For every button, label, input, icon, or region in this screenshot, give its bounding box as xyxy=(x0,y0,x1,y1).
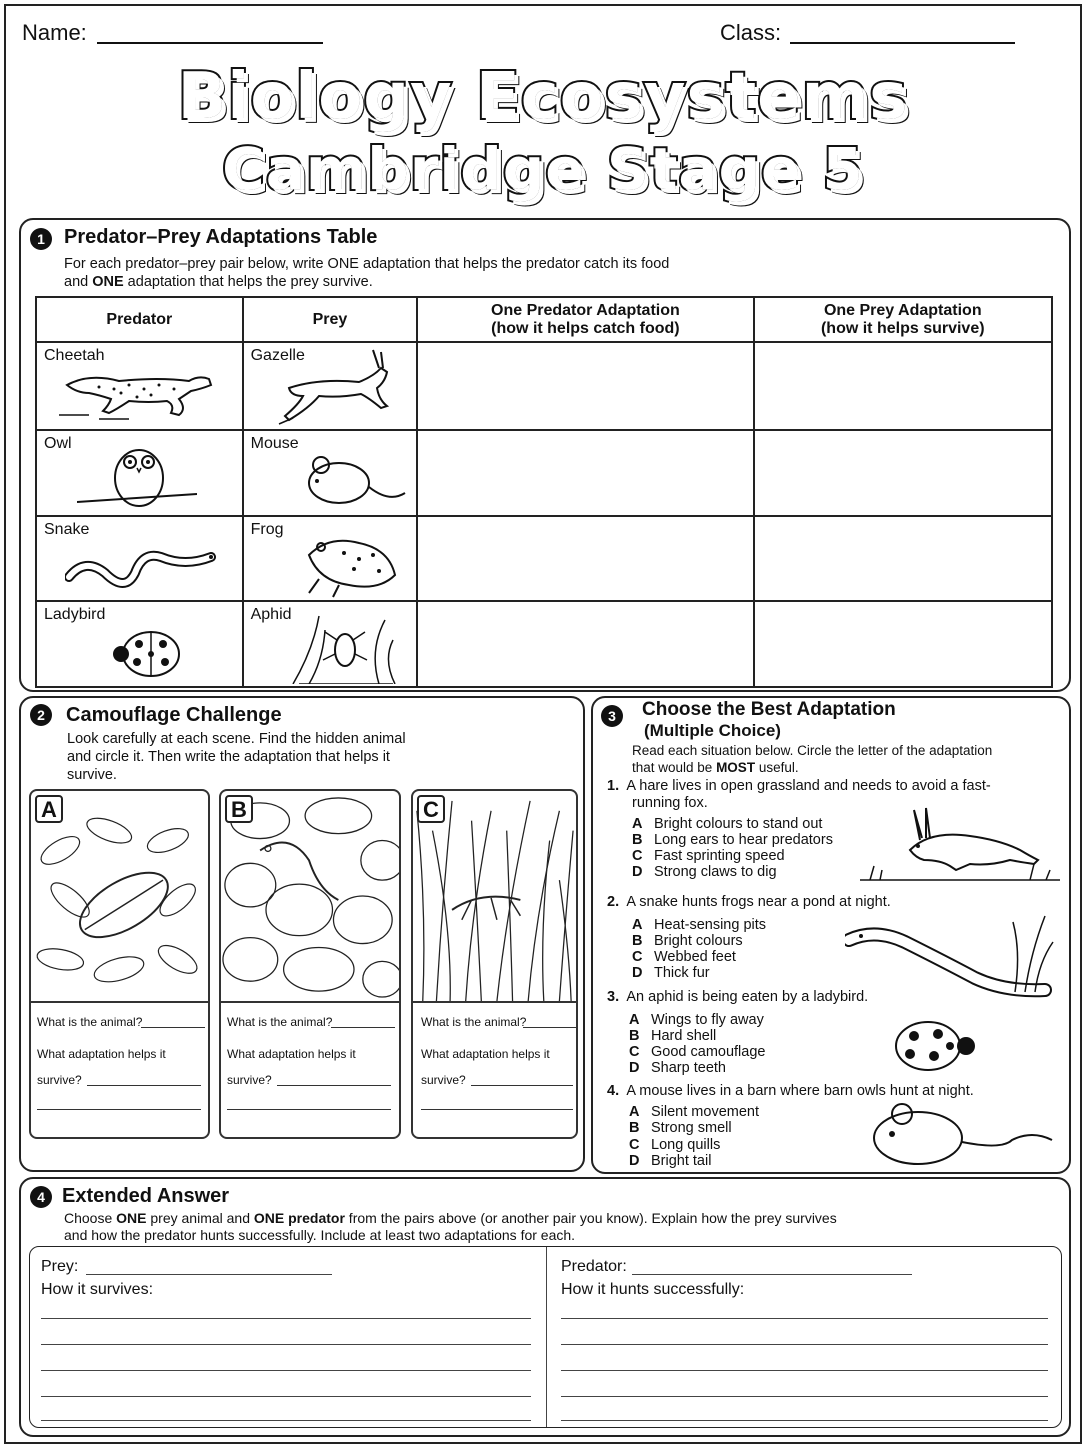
section3-instruction-1: Read each situation below. Circle the letter of the adaptation xyxy=(632,743,993,758)
prey-name: Gazelle xyxy=(250,347,305,364)
predator-writing-line[interactable] xyxy=(561,1396,1048,1397)
predator-adaptation-answer[interactable] xyxy=(417,516,753,601)
mc-option[interactable]: B Bright colours xyxy=(632,933,743,949)
predator-label: Predator: xyxy=(561,1258,627,1275)
prey-adaptation-answer[interactable] xyxy=(754,516,1052,601)
mc-option[interactable]: D Strong claws to dig xyxy=(632,864,777,880)
predator-adaptation-answer[interactable] xyxy=(417,430,753,516)
class-label: Class: xyxy=(720,20,782,45)
section-title-1: Predator–Prey Adaptations Table xyxy=(64,226,378,248)
prey-writing-line[interactable] xyxy=(41,1370,531,1371)
predator-name: Ladybird xyxy=(44,606,106,623)
scene-b-animal-answer[interactable] xyxy=(331,1027,395,1028)
predator-name: Owl xyxy=(44,435,72,452)
mc-option[interactable]: C Long quills xyxy=(629,1137,721,1153)
section2-instruction-2: and circle it. Then write the adaptation that helps it xyxy=(67,749,390,765)
predator-name: Snake xyxy=(44,521,90,538)
mc-option[interactable]: C Webbed feet xyxy=(632,949,736,965)
predator-cell xyxy=(36,342,243,430)
scene-c-animal-answer[interactable] xyxy=(523,1027,578,1028)
scene-b-adaptation-answer[interactable] xyxy=(277,1085,391,1086)
section-number-3: 3 xyxy=(601,705,623,727)
prey-writing-line[interactable] xyxy=(41,1420,531,1421)
col-header-prey-adaptation: One Prey Adaptation (how it helps survive) xyxy=(754,297,1052,342)
prey-name: Mouse xyxy=(250,435,299,452)
mc-option[interactable]: A Wings to fly away xyxy=(629,1012,764,1028)
scene-b-q3: survive? xyxy=(227,1073,272,1087)
mc-option[interactable]: B Strong smell xyxy=(629,1120,732,1136)
predator-name: Cheetah xyxy=(44,347,105,364)
class-input-line[interactable] xyxy=(790,42,1015,44)
predator-adaptation-answer[interactable] xyxy=(417,601,753,687)
scene-letter-c: C xyxy=(417,795,445,823)
prey-how-label: How it survives: xyxy=(41,1281,154,1298)
predator-writing-line[interactable] xyxy=(561,1370,1048,1371)
snake-icon xyxy=(65,537,225,597)
table-row xyxy=(36,516,1052,601)
predator-cell xyxy=(36,516,243,601)
prey-label: Prey: xyxy=(41,1258,79,1275)
predator-how-label: How it hunts successfully: xyxy=(561,1281,745,1298)
col-header-predator: Predator xyxy=(36,297,243,342)
scene-b-q1: What is the animal? xyxy=(227,1015,333,1029)
mouse-mc-icon xyxy=(862,1100,1054,1170)
mc-option[interactable]: D Sharp teeth xyxy=(629,1060,726,1076)
table-row xyxy=(36,601,1052,687)
camouflage-scene-a xyxy=(29,789,210,1139)
ladybird-mc-icon xyxy=(882,1014,982,1078)
mc-option[interactable]: C Fast sprinting speed xyxy=(632,848,785,864)
mc-question-2: 2. A snake hunts frogs near a pond at night. xyxy=(607,894,891,910)
section2-instruction-3: survive. xyxy=(67,767,117,783)
snake-pond-icon xyxy=(845,912,1055,1004)
mc-option[interactable]: D Bright tail xyxy=(629,1153,712,1169)
section1-instruction-2: and ONE adaptation that helps the prey survive. xyxy=(64,274,373,290)
table-row xyxy=(36,342,1052,430)
mc-option[interactable]: B Hard shell xyxy=(629,1028,717,1044)
scene-c-adaptation-answer[interactable] xyxy=(471,1085,573,1086)
predator-cell xyxy=(36,601,243,687)
prey-adaptation-answer[interactable] xyxy=(754,601,1052,687)
mc-option[interactable]: A Bright colours to stand out xyxy=(632,816,823,832)
cheetah-icon xyxy=(59,363,219,423)
section1-instruction-1: For each predator–prey pair below, write ONE adaptation that helps the predator catch its food xyxy=(64,256,670,272)
camouflage-scene-c xyxy=(411,789,578,1139)
scene-b-q2: What adaptation helps it xyxy=(227,1047,356,1061)
section4-instruction-2: and how the predator hunts successfully. Include at least two adaptations for each. xyxy=(64,1227,576,1243)
section-title-4: Extended Answer xyxy=(62,1185,230,1207)
scene-a-q3: survive? xyxy=(37,1073,82,1087)
mc-option[interactable]: B Long ears to hear predators xyxy=(632,832,833,848)
predator-prey-table xyxy=(35,296,1053,688)
prey-cell xyxy=(243,601,418,687)
owl-icon xyxy=(77,436,197,512)
prey-adaptation-answer[interactable] xyxy=(754,342,1052,430)
section2-instruction-1: Look carefully at each scene. Find the hidden animal xyxy=(67,731,406,747)
section-number-4: 4 xyxy=(30,1186,52,1208)
section3-instruction-2: that would be MOST useful. xyxy=(632,760,799,775)
predator-writing-line[interactable] xyxy=(561,1318,1048,1319)
prey-writing-line[interactable] xyxy=(41,1318,531,1319)
scene-a-animal-answer[interactable] xyxy=(141,1027,205,1028)
prey-writing-line[interactable] xyxy=(41,1344,531,1345)
prey-answer-line[interactable] xyxy=(86,1274,332,1275)
section-subtitle-3: (Multiple Choice) xyxy=(644,721,781,740)
scene-letter-a: A xyxy=(35,795,63,823)
scene-c-q2: What adaptation helps it xyxy=(421,1047,550,1061)
section4-instruction-1: Choose ONE prey animal and ONE predator from the pairs above (or another pair you know). Explain how the prey survives xyxy=(64,1210,837,1226)
name-label: Name: xyxy=(22,20,87,45)
mc-option[interactable]: D Thick fur xyxy=(632,965,710,981)
prey-name: Frog xyxy=(250,521,284,538)
gazelle-icon xyxy=(269,348,409,428)
section-number-2: 2 xyxy=(30,704,52,726)
mc-option[interactable]: C Good camouflage xyxy=(629,1044,766,1060)
predator-cell xyxy=(36,430,243,516)
section-number-1: 1 xyxy=(30,228,52,250)
mc-question-3: 3. An aphid is being eaten by a ladybird. xyxy=(607,989,869,1005)
prey-adaptation-answer[interactable] xyxy=(754,430,1052,516)
scene-c-q1: What is the animal? xyxy=(421,1015,527,1029)
prey-cell xyxy=(243,342,418,430)
page-title: Biology Ecosystems xyxy=(177,60,909,134)
predator-adaptation-answer[interactable] xyxy=(417,342,753,430)
predator-writing-line[interactable] xyxy=(561,1344,1048,1345)
name-input-line[interactable] xyxy=(97,42,323,44)
mouse-icon xyxy=(299,453,409,513)
section-title-3: Choose the Best Adaptation xyxy=(642,699,896,720)
prey-name: Aphid xyxy=(250,606,292,623)
scene-b-adaptation-answer-2[interactable] xyxy=(227,1109,391,1110)
mc-question-1-cont: running fox. xyxy=(632,795,708,811)
predator-writing-line[interactable] xyxy=(561,1420,1048,1421)
mc-option[interactable]: A Silent movement xyxy=(629,1104,759,1120)
ladybird-icon xyxy=(107,626,187,682)
scene-letter-b: B xyxy=(225,795,253,823)
page-subtitle: Cambridge Stage 5 xyxy=(222,135,864,203)
mc-option[interactable]: A Heat-sensing pits xyxy=(632,917,767,933)
scene-c-adaptation-answer-2[interactable] xyxy=(421,1109,573,1110)
camouflage-scene-b xyxy=(219,789,401,1139)
aphid-icon xyxy=(289,610,399,684)
col-header-prey: Prey xyxy=(243,297,418,342)
scene-c-q3: survive? xyxy=(421,1073,466,1087)
section-title-2: Camouflage Challenge xyxy=(66,704,282,726)
prey-cell xyxy=(243,430,418,516)
scene-a-adaptation-answer-2[interactable] xyxy=(37,1109,201,1110)
mc-question-4: 4. A mouse lives in a barn where barn owls hunt at night. xyxy=(607,1083,974,1099)
panel-divider xyxy=(546,1247,547,1427)
prey-writing-line[interactable] xyxy=(41,1396,531,1397)
scene-a-q1: What is the animal? xyxy=(37,1015,143,1029)
hare-icon xyxy=(860,800,1060,884)
predator-answer-line[interactable] xyxy=(632,1274,912,1275)
prey-cell xyxy=(243,516,418,601)
scene-a-q2: What adaptation helps it xyxy=(37,1047,166,1061)
table-row xyxy=(36,430,1052,516)
mc-question-1: 1. A hare lives in open grassland and needs to avoid a fast- xyxy=(607,778,991,794)
frog-icon xyxy=(299,525,409,599)
scene-a-adaptation-answer[interactable] xyxy=(87,1085,201,1086)
col-header-predator-adaptation: One Predator Adaptation (how it helps catch food) xyxy=(417,297,753,342)
